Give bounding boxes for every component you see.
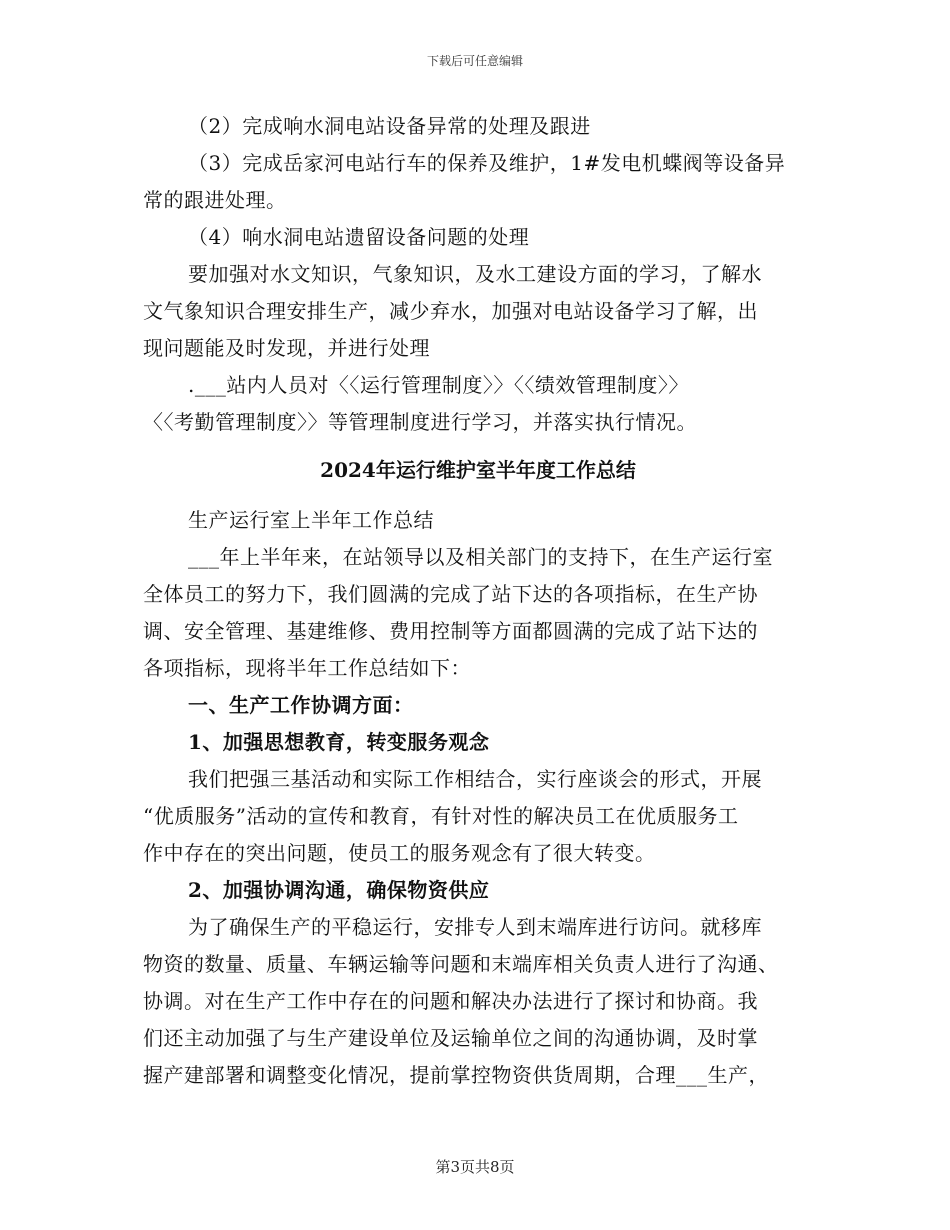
paragraph-line: ___年上半年来，在站领导以及相关部门的支持下，在生产运行室 <box>188 545 773 569</box>
page-header: 下载后可任意编辑 <box>426 54 523 68</box>
paragraph-line: （3）完成岳家河电站行车的保养及维护，1#发电机蝶阀等设备异 <box>188 151 786 175</box>
paragraph-line: 全体员工的努力下，我们圆满的完成了站下达的各项指标，在生产协 <box>143 582 758 606</box>
subsection-heading: 1、加强思想教育，转变服务观念 <box>188 730 490 754</box>
paragraph-line: 〈〈考勤管理制度〉〉等管理制度进行学习，并落实执行情况。 <box>143 410 697 434</box>
paragraph-line: 们还主动加强了与生产建设单位及运输单位之间的沟通协调，及时掌 <box>143 1026 758 1050</box>
document-title: 2024年运行维护室半年度工作总结 <box>320 458 636 482</box>
paragraph-line: 要加强对水文知识，气象知识，及水工建设方面的学习，了解水 <box>188 262 762 286</box>
paragraph-line: 调、安全管理、基建维修、费用控制等方面都圆满的完成了站下达的 <box>143 619 758 643</box>
subsection-heading: 2、加强协调沟通，确保物资供应 <box>188 878 490 902</box>
paragraph-line: （4）响水洞电站遗留设备问题的处理 <box>188 225 530 249</box>
paragraph-line: 为了确保生产的平稳运行，安排专人到末端库进行访问。就移库 <box>188 915 762 939</box>
paragraph-line: 现问题能及时发现，并进行处理 <box>143 336 430 360</box>
paragraph-line: 我们把强三基活动和实际工作相结合，实行座谈会的形式，开展 <box>188 767 762 791</box>
paragraph-line: 常的跟进处理。 <box>143 188 287 212</box>
paragraph-line: 文气象知识合理安排生产，减少弃水，加强对电站设备学习了解，出 <box>143 299 758 323</box>
paragraph-line: 物资的数量、质量、车辆运输等问题和末端库相关负责人进行了沟通、 <box>143 952 779 976</box>
paragraph-line: .___站内人员对〈〈运行管理制度〉〉〈〈绩效管理制度〉〉 <box>188 373 689 397</box>
paragraph-line: （2）完成响水洞电站设备异常的处理及跟进 <box>188 114 591 138</box>
paragraph-line: 作中存在的突出问题，使员工的服务观念有了很大转变。 <box>143 841 656 865</box>
paragraph-line: 各项指标，现将半年工作总结如下： <box>143 656 471 680</box>
paragraph-line: “优质服务”活动的宣传和教育，有针对性的解决员工在优质服务工 <box>143 804 739 828</box>
paragraph-line: 生产运行室上半年工作总结 <box>188 508 434 532</box>
page-footer: 第3页共8页 <box>435 1158 515 1176</box>
paragraph-line: 协调。对在生产工作中存在的问题和解决办法进行了探讨和协商。我 <box>143 989 758 1013</box>
paragraph-line: 握产建部署和调整变化情况，提前掌控物资供货周期，合理___生产， <box>143 1063 769 1087</box>
section-heading: 一、生产工作协调方面： <box>188 693 414 717</box>
